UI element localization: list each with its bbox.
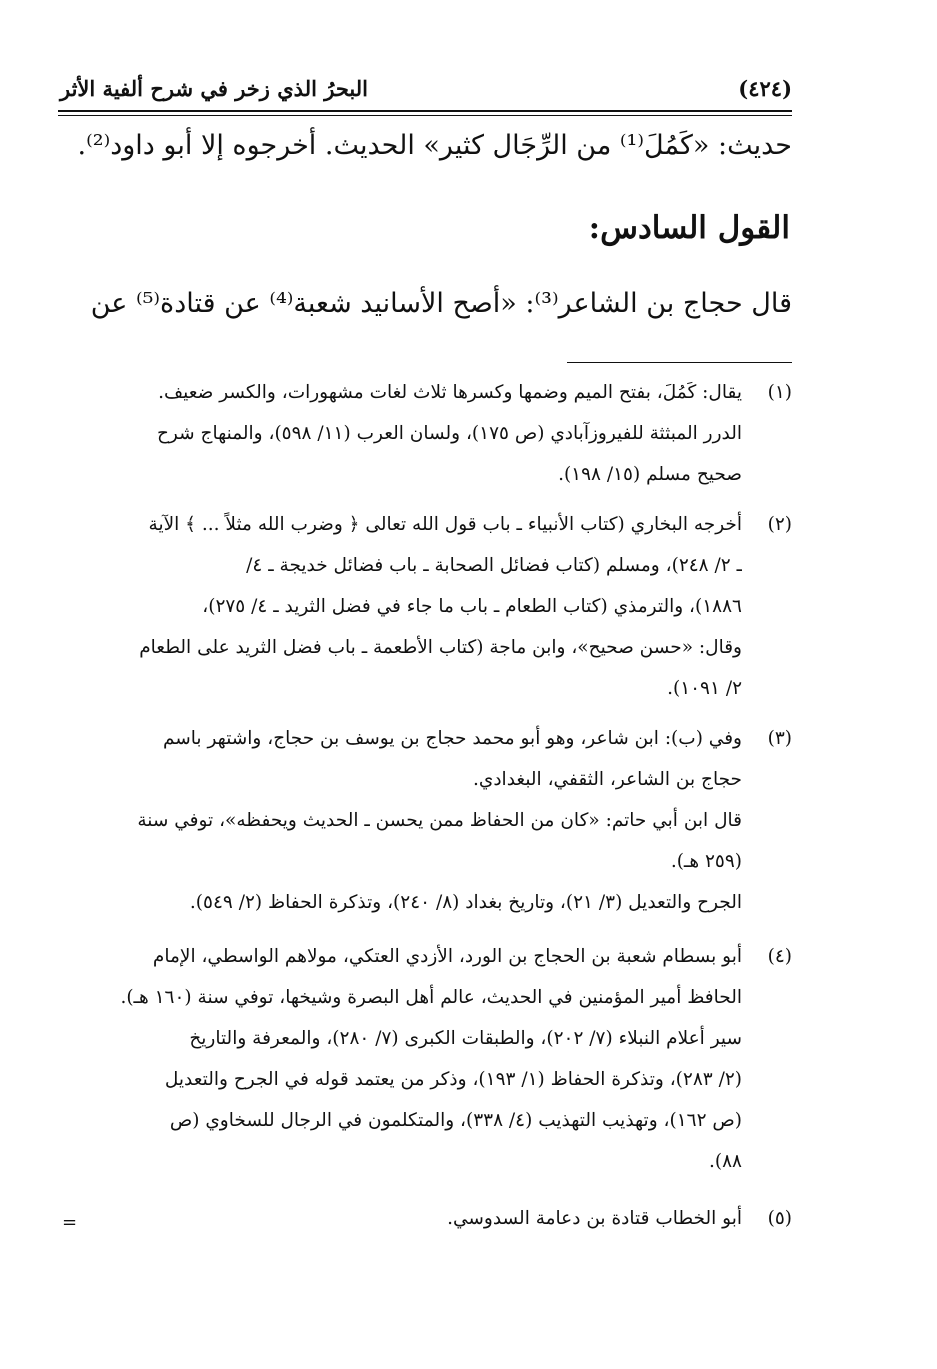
footnote-line: حجاج بن الشاعر، الثقفي، البغدادي. <box>472 769 742 790</box>
page-number: (٤٢٤) <box>738 75 792 101</box>
footnote-line: الجرح والتعديل (٣/ ٢١)، وتاريخ بغداد (٨/ ٢٤٠)، وتذكرة الحفاظ (٢/ ٥٤٩). <box>189 892 742 913</box>
footnote-separator <box>567 362 792 363</box>
footnote-number: (٣) <box>767 728 792 749</box>
footnote-number: (١) <box>767 382 792 403</box>
footnote-1 <box>82 372 792 495</box>
body-line-hajjaj: قال حجاج بن الشاعر⁽³⁾: «أصح الأسانيد شعبة⁽⁴⁾ عن قتادة⁽⁵⁾ عن <box>90 288 792 319</box>
body-line-hadith: حديث: «كَمُلَ⁽¹⁾ من الرِّجَال كثير» الحديث. أخرجوه إلا أبو داود⁽²⁾. <box>77 130 792 161</box>
footnote-line: قال ابن أبي حاتم: «كان من الحفاظ ممن يحسن ـ الحديث ويحفظه»، توفي سنة <box>137 810 742 831</box>
footnote-line: ـ ٢/ ٢٤٨)، ومسلم (كتاب فضائل الصحابة ـ باب فضائل خديجة ـ ٤/ <box>246 555 742 576</box>
footnote-line: ١٨٨٦)، والترمذي (كتاب الطعام ـ باب ما جاء في فضل الثريد ـ ٤/ ٢٧٥)، <box>202 596 742 617</box>
footnote-line: (ص ١٦٢)، وتهذيب التهذيب (٤/ ٣٣٨)، والمتكلمون في الرجال للسخاوي (ص <box>169 1110 742 1131</box>
footnote-line: صحيح مسلم (١٥/ ١٩٨). <box>558 464 742 485</box>
footnote-line: وفي (ب): ابن شاعر، وهو أبو محمد حجاج بن يوسف بن حجاج، واشتهر باسم <box>162 728 742 749</box>
footnote-4 <box>82 936 792 1182</box>
footnote-line: الحافظ أمير المؤمنين في الحديث، عالم أهل البصرة وشيخها، توفي سنة (١٦٠ هـ). <box>120 987 742 1008</box>
footnote-line: أبو بسطام شعبة بن الحجاج بن الورد، الأزدي العتكي، مولاهم الواسطي، الإمام <box>152 946 742 967</box>
footnote-3 <box>82 718 792 923</box>
footnote-line: ٨٨). <box>709 1151 742 1172</box>
footnote-line: يقال: كَمُلَ، بفتح الميم وضمها وكسرها ثلاث لغات مشهورات، والكسر ضعيف. <box>158 382 742 403</box>
footnote-2 <box>82 504 792 709</box>
header-rule-thin <box>58 115 792 116</box>
section-heading: القول السادس: <box>588 210 790 246</box>
footnote-number: (٢) <box>767 514 792 535</box>
footnote-line: سير أعلام النبلاء (٧/ ٢٠٢)، والطبقات الكبرى (٧/ ٢٨٠)، والمعرفة والتاريخ <box>189 1028 742 1049</box>
footnote-line: (٢٥٩ هـ). <box>670 851 742 872</box>
footnote-line: الدرر المبثثة للفيروزآبادي (ص ١٧٥)، ولسان العرب (١١/ ٥٩٨)، والمنهاج شرح <box>156 423 742 444</box>
footnote-5 <box>82 1198 792 1239</box>
continuation-mark: = <box>62 1212 78 1233</box>
book-title: البحرُ الذي زخر في شرح ألفية الأثر <box>60 75 368 101</box>
footnote-line: أبو الخطاب قتادة بن دعامة السدوسي. <box>447 1208 742 1229</box>
footnote-number: (٤) <box>767 946 792 967</box>
footnote-number: (٥) <box>767 1208 792 1229</box>
running-header <box>60 68 792 108</box>
footnote-line: (٢/ ٢٨٣)، وتذكرة الحفاظ (١/ ١٩٣)، وذكر من يعتمد قوله في الجرح والتعديل <box>164 1069 742 1090</box>
header-rule-thick <box>58 110 792 112</box>
footnote-line: ٢/ ١٠٩١). <box>667 678 742 699</box>
footnote-line: وقال: «حسن صحيح»، وابن ماجة (كتاب الأطعمة ـ باب فضل الثريد على الطعام <box>139 637 742 658</box>
footnote-line: أخرجه البخاري (كتاب الأنبياء ـ باب قول الله تعالى ﴿ وضرب الله مثلاً ... ﴾ الآية <box>148 514 742 535</box>
